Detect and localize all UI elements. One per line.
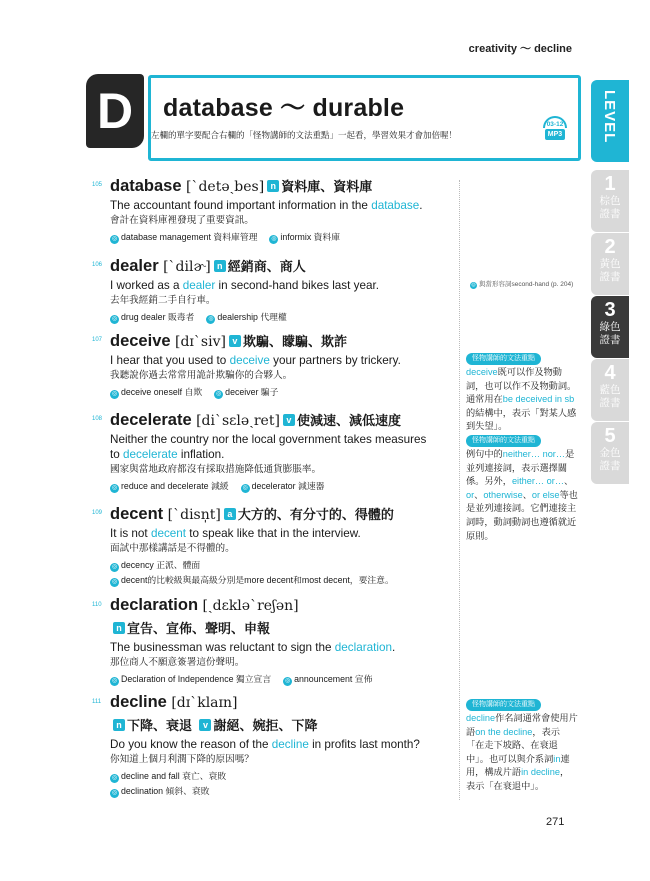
translation: 會計在資料庫裡發現了重要資訊。 [110,215,254,226]
related-word: drug dealer 販毒者 [121,312,195,322]
note-keyword: or [466,489,475,500]
level-tab-2[interactable] [591,233,629,295]
entry-declaration [92,596,456,686]
tab-label: 綠色 [599,321,621,333]
related-icon: ◎ [216,391,222,397]
related-word: reduce and decelerate 減緩 [121,481,229,491]
example-sentence: I hear that you used to deceive your partners by trickery. [110,354,401,367]
headphones-icon[interactable] [541,116,569,140]
related-icon: ◎ [111,316,118,322]
meaning: 大方的、有分寸的、得體的 [237,507,394,522]
note-text: 例句中的 [466,449,503,459]
entry-number: 106 [92,262,103,268]
entry-headline [96,410,456,430]
tab-label: 證書 [599,334,621,346]
note-keyword: in [553,753,561,764]
headword: database [110,177,182,195]
entry-headline [96,693,456,712]
part-of-speech: v [283,414,295,426]
pronunciation: [ˏdɛkləˋreʃən] [202,598,299,614]
note-text: ，表示「在走下坡路、在衰退中」。也可以與介系詞 [466,726,560,764]
tab-number: 2 [604,236,616,258]
meaning: 使減速、減低速度 [296,413,401,428]
note-text: ，表示「在衰退中」。 [466,767,570,791]
meaning: 謝絕、婉拒、下降 [213,718,318,733]
grammar-note-badge: 怪物講師的文法重點 [466,699,541,711]
highlighted-word: decelerate [123,448,178,461]
part-of-speech: v [199,719,211,731]
grammar-note-badge: 怪物講師的文法重點 [466,353,541,365]
note-keyword: neither… nor… [502,449,566,459]
meaning: 宣告、宣佈、聲明、申報 [127,621,271,636]
note-keyword: either… or… [511,476,565,487]
tab-label: 證書 [599,397,621,409]
related-icon: ◎ [242,485,248,491]
related-word: announcement 宣佈 [294,674,373,684]
entry-number: 111 [92,699,102,705]
related-icon: ◎ [285,678,291,684]
page-title: database ～ durable [163,94,405,122]
meaning-line [96,618,456,638]
level-tab-3[interactable] [591,296,629,358]
example-sentence: The accountant found important information in the database. [110,199,423,212]
example-sentence: The businessman was reluctant to sign the declaration. [110,641,396,654]
related-word: database management 資料庫管理 [121,232,258,242]
related-icon: ◎ [208,316,214,322]
note-keyword: be deceived in sb [502,394,575,405]
related-word: decency 正派、體面 [121,560,201,570]
note-text: 連用，構成片語 [466,753,570,778]
example-sentence: Do you know the reason of the decline in profits last month? [110,738,420,751]
entry-headline [96,504,456,524]
related-word: decelerator 減速器 [251,481,325,491]
note-keyword: otherwise [483,489,523,500]
note-text: 、 [522,489,532,500]
example-sentence: I worked as a dealer in second-hand bikes last year. [110,279,379,292]
tab-number: 5 [604,425,616,447]
running-head: creativity ～ decline [468,43,572,55]
entry-number: 109 [92,510,103,516]
related-icon: ◎ [111,236,118,242]
related-icon: ◎ [111,775,118,781]
grammar-note [466,351,578,434]
related-word: decline and fall 衰亡、衰敗 [121,771,227,781]
tab-label: 證書 [599,271,621,283]
usage-note [96,574,456,587]
entry-decline [92,693,456,798]
related-words [96,311,456,324]
mp3-tag: MP3 [545,129,565,140]
entry-number: 105 [92,182,103,188]
entry-dealer [92,256,456,324]
entry-headline [96,176,456,196]
related-word: deceiver 騙子 [225,387,279,397]
headword: declaration [110,596,199,614]
translation: 國家與當地政府都沒有採取措施降低通貨膨脹率。 [110,464,322,475]
related-icon: ◎ [111,678,118,684]
page-subtitle: 左欄的單字要配合右欄的「怪物講師的文法重點」一起看，學習效果才會加倍喔！ [151,130,458,140]
highlighted-word: database [371,199,420,212]
note-text: 是並列連接詞，表示選擇關係。另外， [466,449,575,487]
grammar-note [466,433,578,543]
tab-label: 證書 [599,460,621,472]
part-of-speech: n [113,719,125,731]
part-of-speech: n [267,180,279,192]
pronunciation: [ˋdetəˏbes] [186,179,265,195]
entry-number: 107 [92,337,103,343]
related-words [96,673,456,686]
note-text: 、 [474,489,484,500]
part-of-speech: a [224,508,236,520]
highlighted-word: dealer [182,279,216,292]
pronunciation: [dɪˋsiv] [175,334,226,350]
part-of-speech: n [214,260,226,272]
related-words [96,386,456,399]
part-of-speech: n [113,622,125,634]
related-words [96,559,456,572]
highlighted-word: deceive [229,354,270,367]
grammar-note [466,697,578,794]
highlighted-word: declaration [334,641,392,654]
tab-number: 3 [604,299,616,321]
headword: decelerate [110,411,192,429]
level-tab: LEVEL [591,80,629,162]
note-keyword: on the decline [475,726,533,737]
note-text: 作名詞通常會使用片語 [466,713,578,737]
translation: 你知道上個月利潤下降的原因嗎？ [110,754,254,765]
related-words [96,231,456,244]
note-text: 等也是並列連接詞。它們連接主詞時，動詞動詞也遵循就近原則。 [466,489,578,541]
note-text: 既可以作及物動詞，也可以作不及物動詞。通常用在 [466,367,577,405]
pronunciation: [diˋsɛləˏret] [196,413,280,429]
related-icon: ◎ [111,790,118,796]
related-word: declination 傾斜、衰敗 [121,786,210,796]
related-words [96,785,456,798]
reference-icon: ◎ [471,282,476,288]
note-keyword: in decline [521,767,560,778]
highlighted-word: decline [271,738,309,751]
translation: 面試中那樣講話是不得體的。 [110,543,235,554]
entry-decent [92,504,456,587]
related-word: dealership 代理權 [217,312,287,322]
related-icon: ◎ [271,236,277,242]
entry-headline [96,256,456,276]
related-words [96,770,456,783]
meaning-line [96,715,456,735]
headword: decent [110,505,164,523]
example-sentence: Neither the country nor the local government takes measures to decelerate inflation. [110,433,427,461]
headword: dealer [110,257,159,275]
related-icon: ◎ [111,391,118,397]
header-box [148,75,581,161]
tab-label: 金色 [599,447,621,459]
entry-deceive [92,331,456,399]
related-word: deceive oneself 自欺 [121,387,203,397]
cross-reference: ◎ 與當形容詞second-hand (p. 204) [471,281,574,288]
entry-database [92,176,456,244]
page-number: 271 [546,816,565,828]
level-tab-4[interactable] [591,359,629,421]
meaning: 下降、衰退 [127,718,193,733]
meaning: 經銷商、商人 [227,259,306,274]
pronunciation: [ˋdilɚ] [163,259,211,275]
tab-label: 棕色 [599,195,621,207]
note-keyword: deceive [466,367,498,377]
related-icon: ◎ [111,564,118,570]
note-text: 的結構中，表示「對某人感到失望」。 [466,407,577,432]
entry-decelerate [92,410,456,493]
example-sentence: It is not decent to speak like that in the interview. [110,527,361,540]
entry-headline [96,596,456,615]
note-keyword: or else [531,489,560,500]
pronunciation: [ˋdisn̩t] [167,507,221,523]
entry-number: 108 [92,416,103,422]
headword: decline [110,693,167,711]
meaning: 資料庫、資料庫 [281,179,373,194]
tab-label: 藍色 [599,384,621,396]
tab-label: 證書 [599,208,621,220]
related-icon: ◎ [111,485,118,491]
note-keyword: decline [466,713,496,723]
tab-number: 4 [604,362,616,384]
entry-number: 110 [92,602,102,608]
related-word: Declaration of Independence 獨立宣言 [121,674,272,684]
tab-number: 1 [604,173,616,195]
highlighted-word: decent [150,527,187,540]
related-words [96,480,456,493]
meaning: 欺騙、矇騙、欺詐 [242,334,347,349]
level-tab-5[interactable] [591,422,629,484]
grammar-note-badge: 怪物講師的文法重點 [466,435,541,447]
related-word: informix 資料庫 [280,232,341,242]
tab-label: 黃色 [599,258,621,270]
usage-note-text: decent的比較級與最高級分別是more decent和most decent，要注意。 [121,575,394,585]
note-icon: ◎ [111,579,118,585]
note-text: 、 [564,476,574,487]
translation: 去年我經銷二手自行車。 [110,295,216,306]
letter-tile: D [86,74,144,148]
column-divider [459,180,460,800]
level-tab-1[interactable] [591,170,629,232]
part-of-speech: v [229,335,241,347]
translation: 我聽說你過去常常用詭計欺騙你的合夥人。 [110,370,293,381]
mp3-track: 03-12 [546,121,564,128]
translation: 那位商人不願意簽署這份聲明。 [110,657,245,668]
entry-headline [96,331,456,351]
pronunciation: [dɪˋklaɪn] [171,695,238,711]
headword: deceive [110,332,171,350]
